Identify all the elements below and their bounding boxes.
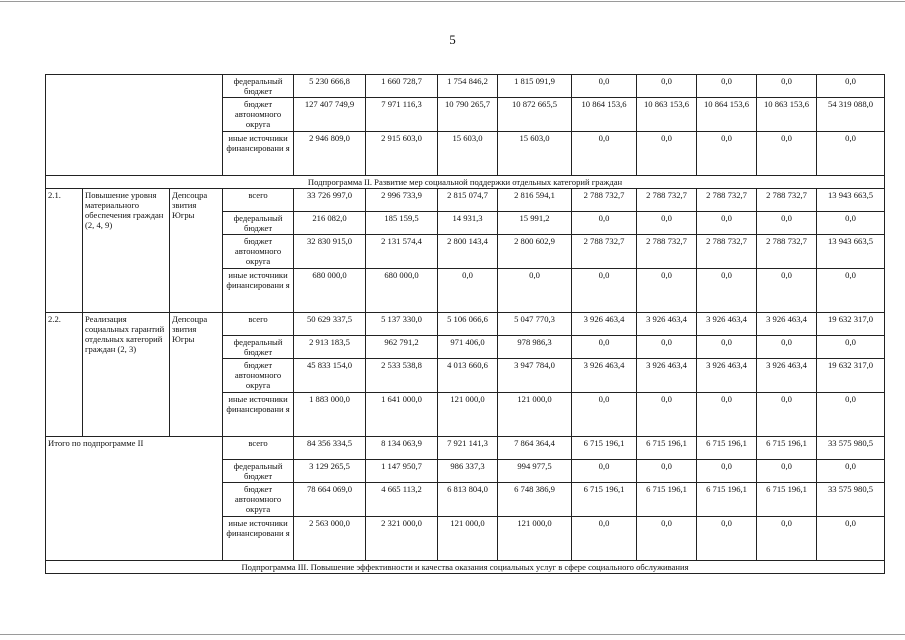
funding-source-cell: всего: [223, 437, 294, 460]
value-cell: 0,0: [757, 393, 817, 437]
value-cell: 0,0: [572, 212, 637, 235]
value-cell: 1 660 728,7: [366, 75, 438, 98]
value-cell: 0,0: [817, 393, 885, 437]
value-cell: 10 864 153,6: [697, 98, 757, 132]
value-cell: 6 715 196,1: [757, 437, 817, 460]
scan-edge-top: [0, 1, 905, 2]
funding-source-cell: федеральный бюджет: [223, 212, 294, 235]
table-row: [46, 189, 885, 212]
value-cell: 0,0: [572, 517, 637, 561]
value-cell: 3 926 463,4: [697, 359, 757, 393]
funding-source-cell: федеральный бюджет: [223, 460, 294, 483]
subprogram-header-row: [46, 561, 885, 574]
value-cell: 0,0: [817, 75, 885, 98]
value-cell: 3 926 463,4: [757, 359, 817, 393]
item-name: Повышение уровня материального обеспечения граждан (2, 4, 9): [83, 189, 170, 313]
subprogram-3-title: Подпрограмма III. Повышение эффективности и качества оказания социальных услуг в сфере социального обслуживания: [46, 561, 885, 574]
value-cell: 0,0: [697, 460, 757, 483]
value-cell: 0,0: [637, 75, 697, 98]
value-cell: 0,0: [817, 132, 885, 176]
value-cell: 19 632 317,0: [817, 359, 885, 393]
value-cell: 0,0: [757, 75, 817, 98]
value-cell: 2 913 183,5: [294, 336, 366, 359]
value-cell: 121 000,0: [498, 393, 572, 437]
value-cell: 1 883 000,0: [294, 393, 366, 437]
value-cell: 0,0: [697, 75, 757, 98]
funding-source-cell: иные источники финансировани я: [223, 517, 294, 561]
value-cell: 84 356 334,5: [294, 437, 366, 460]
value-cell: 0,0: [697, 212, 757, 235]
funding-source-cell: всего: [223, 189, 294, 212]
value-cell: 0,0: [637, 132, 697, 176]
value-cell: 33 575 980,5: [817, 437, 885, 460]
item-number: 2.2.: [46, 313, 83, 437]
value-cell: 5 230 666,8: [294, 75, 366, 98]
value-cell: 2 788 732,7: [572, 189, 637, 212]
value-cell: 2 946 809,0: [294, 132, 366, 176]
funding-source-cell: бюджет автономного округа: [223, 235, 294, 269]
value-cell: 33 726 997,0: [294, 189, 366, 212]
value-cell: 2 915 603,0: [366, 132, 438, 176]
value-cell: 8 134 063,9: [366, 437, 438, 460]
funding-source-cell: иные источники финансировани я: [223, 269, 294, 313]
value-cell: 33 575 980,5: [817, 483, 885, 517]
value-cell: 0,0: [817, 517, 885, 561]
value-cell: 15 991,2: [498, 212, 572, 235]
value-cell: 50 629 337,5: [294, 313, 366, 336]
value-cell: 6 715 196,1: [697, 437, 757, 460]
value-cell: 0,0: [817, 460, 885, 483]
value-cell: 971 406,0: [438, 336, 498, 359]
value-cell: 2 788 732,7: [697, 189, 757, 212]
page-number: 5: [449, 32, 456, 47]
value-cell: 6 715 196,1: [637, 483, 697, 517]
value-cell: 10 790 265,7: [438, 98, 498, 132]
funding-source-cell: бюджет автономного округа: [223, 359, 294, 393]
value-cell: 10 863 153,6: [637, 98, 697, 132]
value-cell: 5 137 330,0: [366, 313, 438, 336]
continued-blank-cell: [46, 75, 223, 176]
value-cell: 0,0: [637, 212, 697, 235]
value-cell: 1 754 846,2: [438, 75, 498, 98]
funding-source-cell: бюджет автономного округа: [223, 98, 294, 132]
value-cell: 3 947 784,0: [498, 359, 572, 393]
funding-source-cell: иные источники финансировани я: [223, 393, 294, 437]
value-cell: 5 106 066,6: [438, 313, 498, 336]
value-cell: 2 788 732,7: [757, 235, 817, 269]
value-cell: 6 715 196,1: [572, 483, 637, 517]
value-cell: 19 632 317,0: [817, 313, 885, 336]
value-cell: 2 800 143,4: [438, 235, 498, 269]
value-cell: 1 147 950,7: [366, 460, 438, 483]
value-cell: 10 864 153,6: [572, 98, 637, 132]
value-cell: 0,0: [637, 393, 697, 437]
funding-source-cell: иные источники финансировани я: [223, 132, 294, 176]
item-name: Реализация социальных гарантий отдельных категорий граждан (2, 3): [83, 313, 170, 437]
value-cell: 2 533 538,8: [366, 359, 438, 393]
value-cell: 986 337,3: [438, 460, 498, 483]
value-cell: 7 971 116,3: [366, 98, 438, 132]
value-cell: 2 788 732,7: [697, 235, 757, 269]
value-cell: 1 815 091,9: [498, 75, 572, 98]
value-cell: 0,0: [637, 517, 697, 561]
value-cell: 216 082,0: [294, 212, 366, 235]
value-cell: 121 000,0: [498, 517, 572, 561]
value-cell: 1 641 000,0: [366, 393, 438, 437]
value-cell: 0,0: [697, 132, 757, 176]
value-cell: 0,0: [697, 517, 757, 561]
value-cell: 2 816 594,1: [498, 189, 572, 212]
subprogram-header-row: [46, 176, 885, 189]
funding-source-cell: бюджет автономного округа: [223, 483, 294, 517]
value-cell: 3 926 463,4: [572, 359, 637, 393]
value-cell: 6 748 386,9: [498, 483, 572, 517]
value-cell: 962 791,2: [366, 336, 438, 359]
value-cell: 0,0: [572, 269, 637, 313]
value-cell: 0,0: [757, 517, 817, 561]
value-cell: 13 943 663,5: [817, 189, 885, 212]
value-cell: 0,0: [572, 132, 637, 176]
value-cell: 6 715 196,1: [757, 483, 817, 517]
funding-source-cell: федеральный бюджет: [223, 75, 294, 98]
value-cell: 0,0: [697, 393, 757, 437]
value-cell: 0,0: [757, 336, 817, 359]
item-executor: Депсоцра звития Югры: [170, 313, 223, 437]
value-cell: 2 788 732,7: [572, 235, 637, 269]
value-cell: 2 788 732,7: [637, 235, 697, 269]
value-cell: 0,0: [572, 75, 637, 98]
table-row: [46, 437, 885, 460]
value-cell: 2 321 000,0: [366, 517, 438, 561]
value-cell: 185 159,5: [366, 212, 438, 235]
value-cell: 2 788 732,7: [757, 189, 817, 212]
value-cell: 0,0: [697, 336, 757, 359]
table-row: [46, 75, 885, 98]
value-cell: 3 926 463,4: [757, 313, 817, 336]
value-cell: 0,0: [757, 212, 817, 235]
value-cell: 680 000,0: [366, 269, 438, 313]
value-cell: 45 833 154,0: [294, 359, 366, 393]
scan-edge-bottom: [0, 634, 905, 635]
value-cell: 10 863 153,6: [757, 98, 817, 132]
value-cell: 0,0: [817, 212, 885, 235]
value-cell: 0,0: [697, 269, 757, 313]
value-cell: 3 926 463,4: [697, 313, 757, 336]
value-cell: 0,0: [637, 460, 697, 483]
value-cell: 680 000,0: [294, 269, 366, 313]
value-cell: 3 129 265,5: [294, 460, 366, 483]
value-cell: 6 715 196,1: [697, 483, 757, 517]
value-cell: 54 319 088,0: [817, 98, 885, 132]
value-cell: 2 563 000,0: [294, 517, 366, 561]
value-cell: 0,0: [757, 269, 817, 313]
value-cell: 6 715 196,1: [637, 437, 697, 460]
value-cell: 127 407 749,9: [294, 98, 366, 132]
value-cell: 0,0: [637, 336, 697, 359]
value-cell: 0,0: [572, 460, 637, 483]
value-cell: 7 921 141,3: [438, 437, 498, 460]
value-cell: 994 977,5: [498, 460, 572, 483]
value-cell: 0,0: [572, 393, 637, 437]
value-cell: 10 872 665,5: [498, 98, 572, 132]
value-cell: 4 013 660,6: [438, 359, 498, 393]
value-cell: 7 864 364,4: [498, 437, 572, 460]
value-cell: 2 800 602,9: [498, 235, 572, 269]
value-cell: 0,0: [817, 336, 885, 359]
value-cell: 0,0: [438, 269, 498, 313]
budget-table-body: [46, 75, 885, 574]
subprogram-total-label: Итого по подпрограмме II: [46, 437, 223, 561]
budget-table: [45, 74, 885, 574]
value-cell: 2 131 574,4: [366, 235, 438, 269]
item-executor: Депсоцра звития Югры: [170, 189, 223, 313]
value-cell: 3 926 463,4: [572, 313, 637, 336]
value-cell: 0,0: [757, 132, 817, 176]
funding-source-cell: федеральный бюджет: [223, 336, 294, 359]
table-row: [46, 313, 885, 336]
value-cell: 2 996 733,9: [366, 189, 438, 212]
value-cell: 2 815 074,7: [438, 189, 498, 212]
value-cell: 14 931,3: [438, 212, 498, 235]
value-cell: 2 788 732,7: [637, 189, 697, 212]
value-cell: 0,0: [757, 460, 817, 483]
subprogram-2-title: Подпрограмма II. Развитие мер социальной поддержки отдельных категорий граждан: [46, 176, 885, 189]
value-cell: 0,0: [637, 269, 697, 313]
value-cell: 0,0: [572, 336, 637, 359]
value-cell: 0,0: [817, 269, 885, 313]
value-cell: 121 000,0: [438, 517, 498, 561]
value-cell: 6 715 196,1: [572, 437, 637, 460]
value-cell: 6 813 804,0: [438, 483, 498, 517]
value-cell: 5 047 770,3: [498, 313, 572, 336]
value-cell: 32 830 915,0: [294, 235, 366, 269]
value-cell: 4 665 113,2: [366, 483, 438, 517]
value-cell: 3 926 463,4: [637, 359, 697, 393]
value-cell: 0,0: [498, 269, 572, 313]
value-cell: 978 986,3: [498, 336, 572, 359]
value-cell: 13 943 663,5: [817, 235, 885, 269]
item-number: 2.1.: [46, 189, 83, 313]
funding-source-cell: всего: [223, 313, 294, 336]
value-cell: 15 603,0: [498, 132, 572, 176]
value-cell: 78 664 069,0: [294, 483, 366, 517]
value-cell: 121 000,0: [438, 393, 498, 437]
value-cell: 3 926 463,4: [637, 313, 697, 336]
value-cell: 15 603,0: [438, 132, 498, 176]
